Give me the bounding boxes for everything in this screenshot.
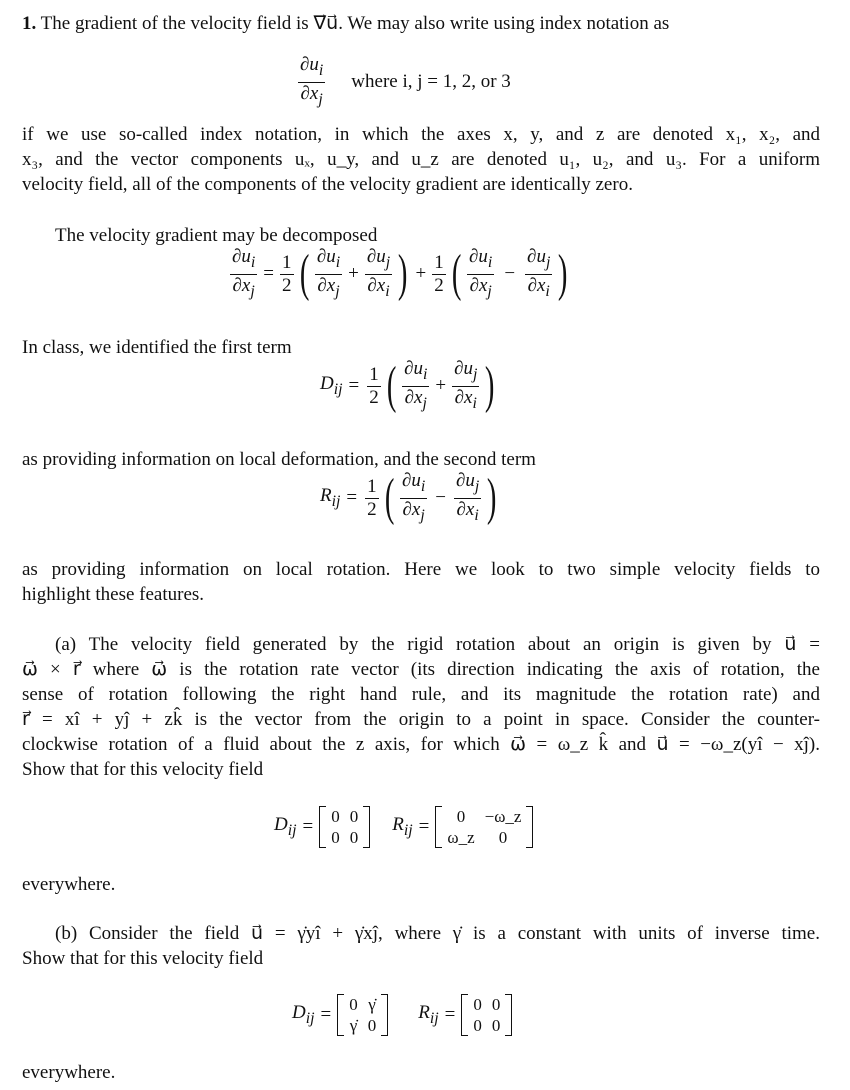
matrix-a-D: 0 0 0 0 bbox=[319, 806, 370, 848]
decompose-intro: The velocity gradient may be decomposed bbox=[55, 225, 378, 246]
matrix-b-R: 0 0 0 0 bbox=[461, 994, 512, 1036]
part-a-line3: sense of rotation following the right hand rule, and its magnitude the rotation rate) and bbox=[22, 684, 820, 705]
everywhere-b: everywhere. bbox=[22, 1062, 116, 1083]
first-term-intro: In class, we identified the first term bbox=[22, 337, 292, 358]
decomposition-equation: $\frac{\partial u_i}{\partial x_j}$ = $\frac{1}{2}$ ( $\frac{\partial u_i}{\partial x_j}$ + $\frac{\partial u_j}{\partial x_i}$ ) + $\frac{1}{2}$ ( $\frac{\partial u_i}{\partial x_j}$ − $\frac{\partial u_j}{\partial x_i}$ ) bbox=[232, 245, 568, 303]
para1-line3: velocity field, all of the components of the velocity gradient are identically zero. bbox=[22, 174, 633, 195]
part-a-matrices: $D_{ij}$ = 0 0 0 0 $R_{ij}$ = 0 −ω_z ω_z 0 bbox=[274, 806, 533, 848]
rotation-equation: $R_{ij}$ = $\frac{1}{2}$ ( $\frac{\partial u_i}{\partial x_j}$ − $\frac{\partial u_j}{\partial x_i}$ ) bbox=[320, 469, 497, 527]
part-a-line6: Show that for this velocity field bbox=[22, 759, 264, 780]
part-a-line4: r⃗ = xî + yĵ + zk̂ is the vector from the origin to a point in space. Consider the counter- bbox=[22, 709, 820, 730]
deformation-equation: $D_{ij}$ = $\frac{1}{2}$ ( $\frac{\partial u_i}{\partial x_j}$ + $\frac{\partial u_j}{\partial x_i}$ ) bbox=[320, 357, 495, 415]
matrix-b-D: 0 γ̇ γ̇ 0 bbox=[337, 994, 388, 1036]
part-a-line2: ω⃗ × r⃗ where ω⃗ is the rotation rate vector (its direction indicating the axis of rotation, the bbox=[22, 659, 820, 680]
part-a-line1: (a) The velocity field generated by the rigid rotation about an origin is given by u⃗ = bbox=[55, 634, 820, 655]
deformation-line: as providing information on local deformation, and the second term bbox=[22, 449, 536, 470]
para1-line1: if we use so-called index notation, in which the axes x, y, and z are denoted x₁, x₂, and bbox=[22, 124, 820, 145]
para1-line2: x₃, and the vector components uₓ, u_y, and u_z are denoted u₁, u₂, and u₃. For a uniform bbox=[22, 149, 820, 170]
intro-text: The gradient of the velocity field is ∇⃗u⃗. We may also write using index notation as bbox=[40, 13, 670, 34]
part-b-matrices: $D_{ij}$ = 0 γ̇ γ̇ 0 $R_{ij}$ = 0 0 0 0 bbox=[292, 994, 512, 1036]
index-range: where i, j = 1, 2, or 3 bbox=[351, 71, 511, 93]
part-b-line2: Show that for this velocity field bbox=[22, 948, 264, 969]
matrix-a-R: 0 −ω_z ω_z 0 bbox=[435, 806, 533, 848]
partial-fraction: $\frac{\partial u_i}{\partial x_j}$ bbox=[300, 54, 324, 108]
part-b-line1: (b) Consider the field u⃗ = γ̇yî + γ̇xĵ, where γ̇ is a constant with units of inverse time. bbox=[55, 923, 820, 944]
part-a-line5: clockwise rotation of a fluid about the z axis, for which ω⃗ = ω_z k̂ and u⃗ = −ω_z(yî − xĵ). bbox=[22, 734, 820, 755]
everywhere-a: everywhere. bbox=[22, 874, 116, 895]
rotation-para-line1: as providing information on local rotation. Here we look to two simple velocity fields to bbox=[22, 559, 820, 580]
problem-number: 1. bbox=[22, 13, 37, 34]
rotation-para-line2: highlight these features. bbox=[22, 584, 205, 605]
index-notation-equation bbox=[296, 54, 511, 111]
intro-line bbox=[22, 12, 669, 36]
